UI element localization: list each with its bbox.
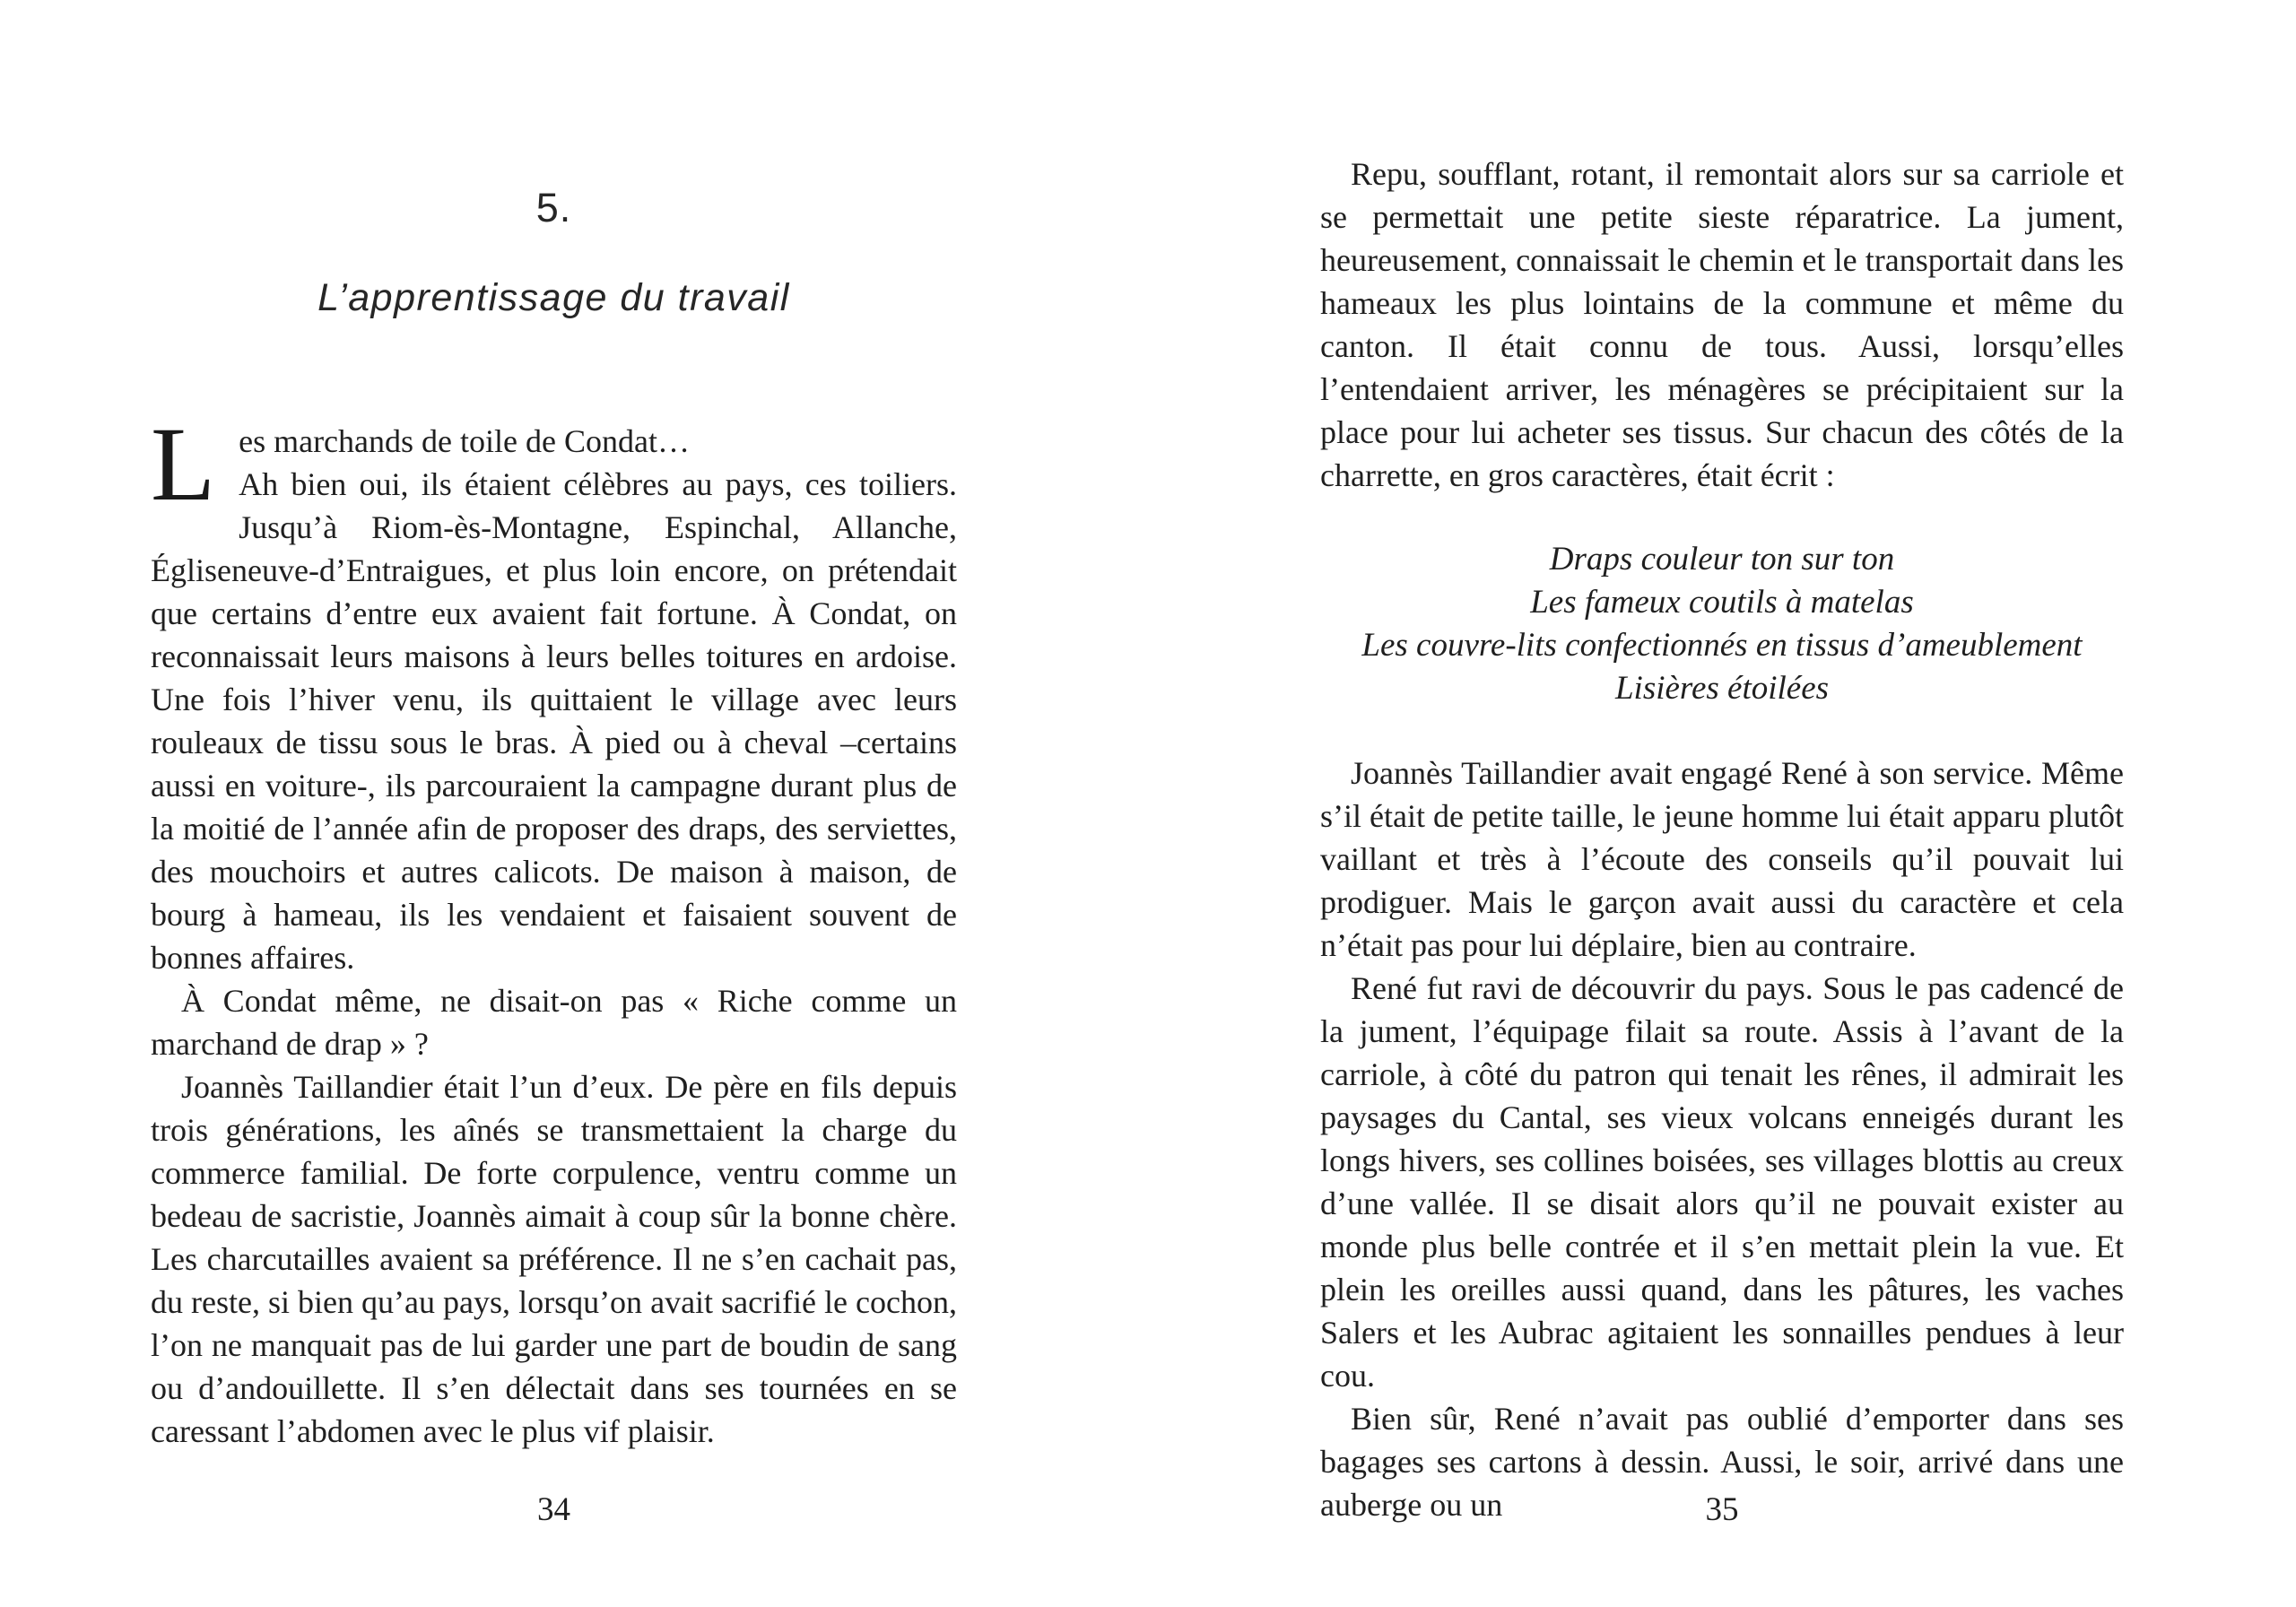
page-number-left: 34	[537, 1491, 570, 1528]
sign-line: Draps couleur ton sur ton	[1549, 541, 1895, 578]
paragraph: Joannès Taillandier était l’un d’eux. De père en fils depuis trois générations, les aînés se transmettaient la charge du commerce familial. De forte corpulence, ventru comme un bedeau de sacristie, Joannès aimait à coup sûr la bonne chère. Les charcutailles avaient sa préférence. Il ne s’en cachait pas, du reste, si bien qu’au pays, lorsqu’on avait sacrifié le cochon, l’on ne manquait pas de lui garder une part de boudin de sang ou d’andouillette. Il s’en délectait dans ses tournées en se caressant l’abdomen avec le plus vif plaisir.	[151, 1069, 957, 1449]
opening-paragraph	[151, 405, 957, 979]
page-number-right: 35	[1705, 1491, 1739, 1528]
paragraph: À Condat même, ne disait-on pas « Riche comme un marchand de drap » ?	[151, 983, 957, 1062]
drop-cap: L	[151, 405, 216, 523]
left-page-body	[151, 405, 957, 1453]
sign-line: Les fameux coutils à matelas	[1530, 584, 1914, 621]
opening-line: es marchands de toile de Condat…	[239, 423, 690, 459]
sign-line: Lisières étoilées	[1614, 670, 1830, 707]
right-page-body	[1320, 152, 2124, 1526]
chapter-number: 5.	[535, 185, 572, 230]
cart-sign-text	[1320, 538, 2124, 710]
page-right	[1320, 0, 2124, 1607]
paragraph: Repu, soufflant, rotant, il remontait alors sur sa carriole et se permettait une petite sieste réparatrice. La jument, heureusement, connaissait le chemin et le transportait dans les hameaux les plus lointains de la commune et même du canton. Il était connu de tous. Aussi, lorsqu’elles l’entendaient arriver, les ménagères se précipitaient sur la place pour lui acheter ses tissus. Sur chacun des côtés de la charrette, en gros caractères, était écrit :	[1320, 156, 2124, 493]
paragraph: Joannès Taillandier avait engagé René à son service. Même s’il était de petite taille, le jeune homme lui était apparu plutôt vaillant et très à l’écoute des conseils qu’il pouvait lui prodiguer. Mais le garçon avait aussi du caractère et cela n’était pas pour lui déplaire, bien au contraire.	[1320, 755, 2124, 963]
paragraph: René fut ravi de découvrir du pays. Sous le pas cadencé de la jument, l’équipage filait sa route. Assis à l’avant de la carriole, à côté du patron qui tenait les rênes, il admirait les paysages du Cantal, ses vieux volcans enneigés durant les longs hivers, ses collines boisées, ses villages blottis au creux d’une vallée. Il se disait alors qu’il ne pouvait exister au monde plus belle contrée et il s’en mettait plein la vue. Et plein les oreilles aussi quand, dans les pâtures, les vaches Salers et les Aubrac agitaient les sonnailles pendues à leur cou.	[1320, 970, 2124, 1394]
paragraph: Bien sûr, René n’avait pas oublié d’emporter dans ses bagages ses cartons à dessin. Aussi, le soir, arrivé dans une auberge ou un	[1320, 1401, 2124, 1523]
chapter-title: L’apprentissage du travail	[317, 276, 790, 319]
paragraph: Ah bien oui, ils étaient célèbres au pays, ces toiliers. Jusqu’à Riom-ès-Montagne, Espinchal, Allanche, Égliseneuve-d’Entraigues, et plus loin encore, on prétendait que certains d’entre eux avaient fait fortune. À Condat, on reconnaissait leurs maisons à leurs belles toitures en ardoise. Une fois l’hiver venu, ils quittaient le village avec leurs rouleaux de tissu sous le bras. À pied ou à cheval –certains aussi en voiture-, ils parcouraient la campagne durant plus de la moitié de l’année afin de proposer des draps, des serviettes, des mouchoirs et autres calicots. De maison à maison, de bourg à hameau, ils les vendaient et faisaient souvent de bonnes affaires.	[151, 466, 957, 976]
page-left	[151, 0, 957, 1607]
sign-line: Les couvre-lits confectionnés en tissus d’ameublement	[1361, 627, 2083, 664]
